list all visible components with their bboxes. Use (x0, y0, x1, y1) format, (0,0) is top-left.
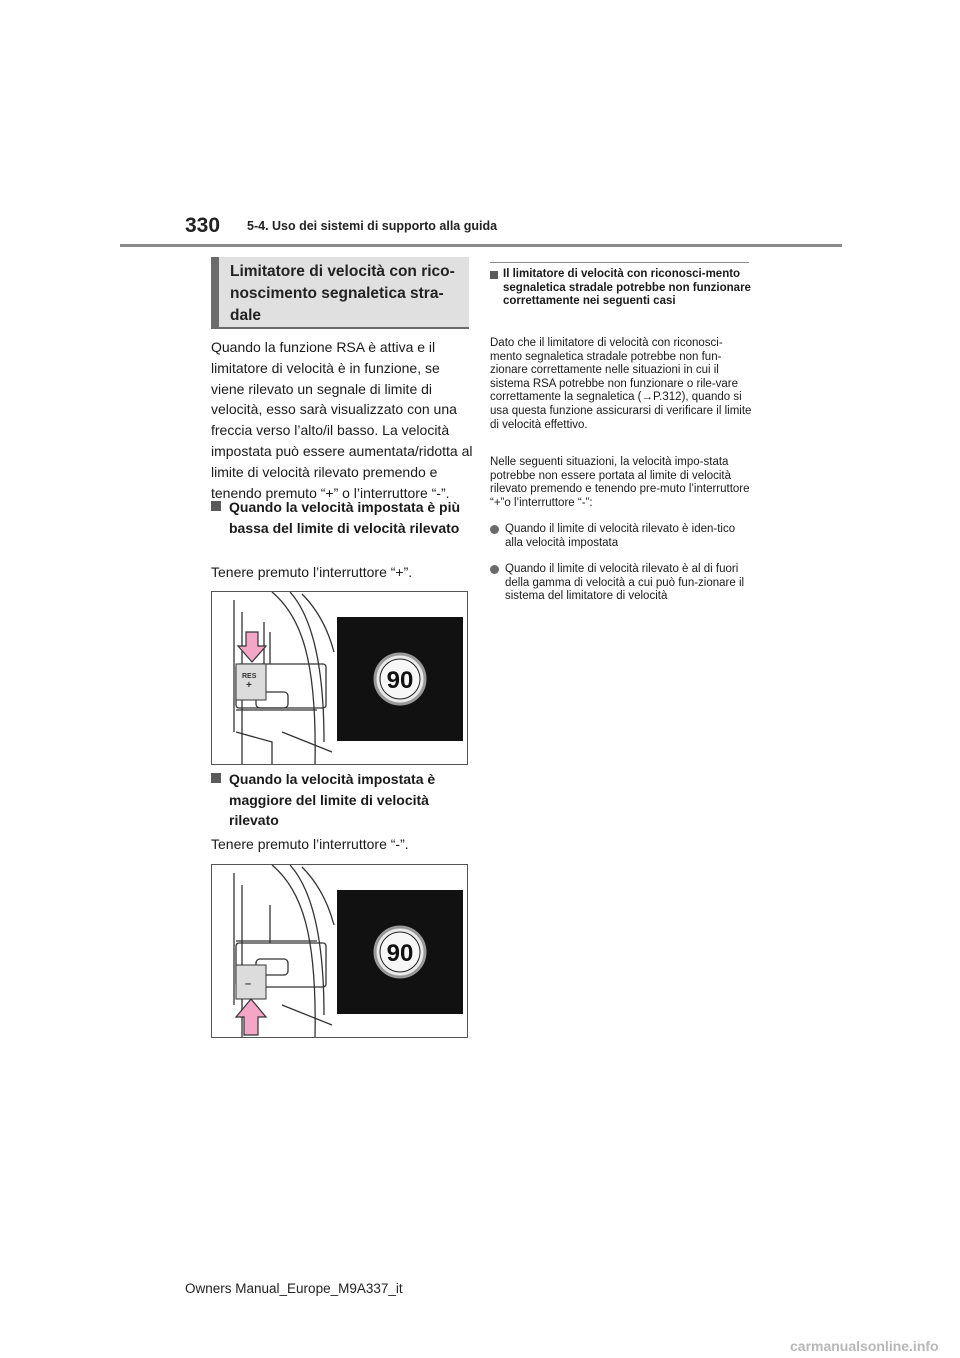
round-bullet-icon (490, 565, 499, 574)
right-heading (490, 268, 752, 309)
right-paragraph-2: Nelle seguenti situazioni, la velocità impo-stata potrebbe non essere portata al limite di velocità rilevato premendo e tenendo pre-muto l’interruttore “+”o l’interruttore “-”: (490, 456, 750, 509)
square-bullet-icon (211, 773, 221, 783)
minus-symbol: – (245, 978, 252, 990)
list-item (490, 523, 752, 550)
speed-sign-icon (375, 927, 425, 977)
header-rule (120, 244, 842, 247)
list-item-text: Quando il limite di velocità rilevato è iden-tico alla velocità impostata (505, 523, 736, 549)
plus-symbol: + (246, 680, 252, 691)
round-bullet-icon (490, 525, 499, 534)
speed-sign-icon (375, 654, 425, 704)
footer-manual-id: Owners Manual_Europe_M9A337_it (185, 1281, 403, 1296)
intro-paragraph: Quando la funzione RSA è attiva e il limitatore di velocità è in funzione, se viene rilevato un segnale di limite di velocità, esso sarà visualizzato con una freccia verso l’alto/il basso. La velocità impostata può essere aumentata/ridotta al limite di velocità rilevato premendo e tenendo premuto “+” o l’interruttore “-”. (211, 339, 473, 501)
list-item (490, 563, 752, 604)
case-higher-heading (211, 769, 473, 831)
case-lower-heading (211, 497, 473, 538)
square-bullet-icon (490, 271, 498, 279)
case-lower-heading-text: Quando la velocità impostata è più bassa del limite di velocità rilevato (229, 499, 461, 536)
speed-sign-value: 90 (386, 667, 414, 694)
chapter-title: 5-4. Uso dei sistemi di supporto alla guida (247, 219, 498, 233)
res-label: RES (242, 673, 257, 680)
case-higher-text: Tenere premuto l’interruttore “-”. (211, 836, 409, 852)
right-rule (490, 262, 749, 263)
figure-increase-illustration (212, 592, 467, 764)
right-heading-text: Il limitatore di velocità con riconosci-mento segnaletica stradale potrebbe non funzionare correttamente nei seguenti casi (503, 268, 751, 308)
section-title: Limitatore di velocità con rico-noscimento segnaletica stra-dale (230, 263, 455, 324)
list-item-text: Quando il limite di velocità rilevato è al di fuori della gamma di velocità a cui può fun-zionare il sistema del limitatore di velocità (505, 563, 745, 603)
right-paragraph-1: Dato che il limitatore di velocità con riconosci-mento segnaletica stradale potrebbe non fun-zionare correttamente nelle situazioni in cui il sistema RSA potrebbe non funzionare o rile-vare correttamente la segnaletica (→P.312), quando si usa questa funzione assicurarsi di verificare il limite di velocità effettivo. (490, 337, 752, 431)
figure-decrease-illustration (212, 865, 467, 1037)
case-higher-heading-text: Quando la velocità impostata è maggiore del limite di velocità rilevato (229, 771, 436, 828)
figure-increase (211, 591, 468, 765)
speed-sign-value: 90 (386, 940, 414, 967)
figure-decrease (211, 864, 468, 1038)
case-lower-text: Tenere premuto l’interruttore “+”. (211, 564, 413, 580)
section-title-box (211, 257, 469, 329)
arrow-up-icon (236, 999, 266, 1035)
page-number: 330 (185, 214, 221, 237)
square-bullet-icon (211, 501, 221, 511)
watermark[interactable]: carmanualsonline.info (790, 1338, 939, 1354)
